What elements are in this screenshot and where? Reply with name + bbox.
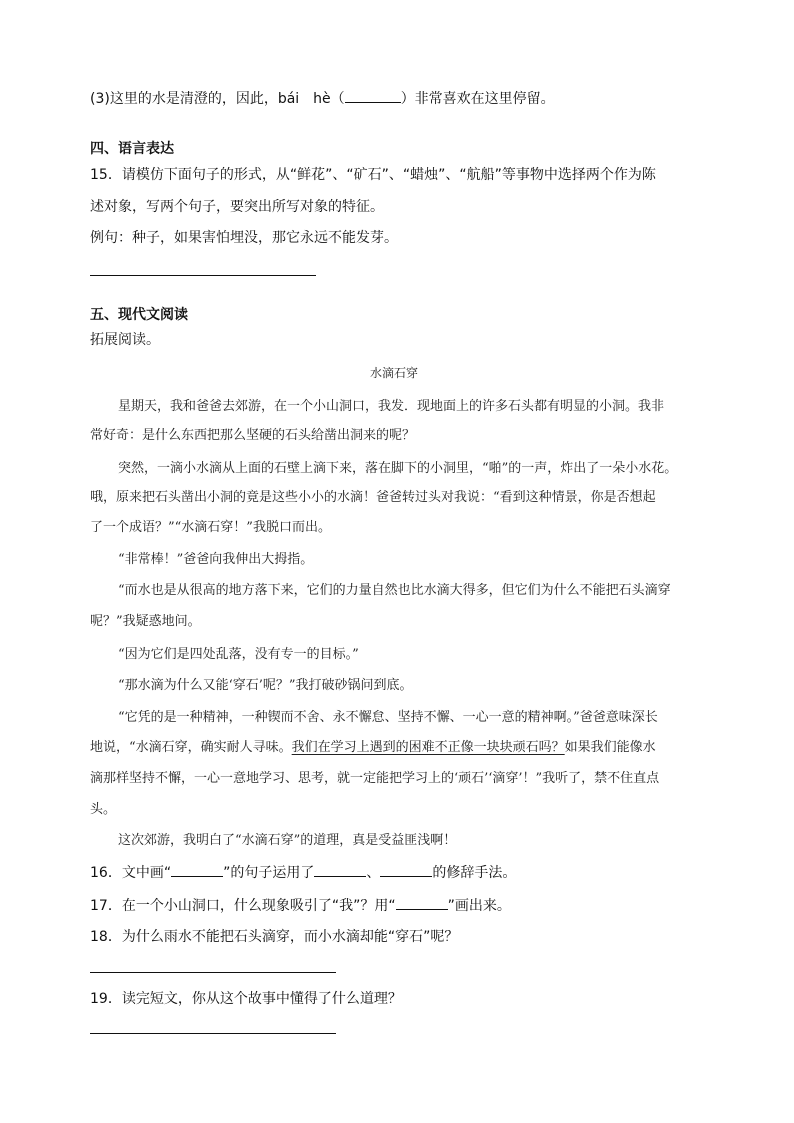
story-line: 呢？”我疑惑地问。	[90, 614, 201, 629]
story-line: 这次郊游，我明白了“水滴石穿”的道理，真是受益匪浅啊！	[118, 833, 457, 848]
q17-text-pre: 17．在一个小山洞口，什么现象吸引了“我”？用“	[90, 898, 396, 914]
story-line: 头。	[90, 802, 117, 817]
story-line: 常好奇：是什么东西把那么坚硬的石头给凿出洞来的呢？	[90, 428, 416, 443]
q17-blank[interactable]	[396, 895, 448, 910]
q15-answer-line[interactable]	[90, 275, 316, 276]
q14-3-blank[interactable]	[345, 88, 401, 103]
story-line: “那水滴为什么又能‘穿石’呢？”我打破砂锅问到底。	[118, 678, 413, 693]
question-18: 18．为什么雨水不能把石头滴穿，而小水滴却能“穿石”呢？	[90, 929, 459, 945]
story-line: 了一个成语？”“水滴石穿！”我脱口而出。	[90, 520, 331, 535]
q19-answer-line[interactable]	[90, 1033, 336, 1034]
q17-text-post: ”画出来。	[447, 898, 511, 914]
story-line: “它凭的是一种精神，一种锲而不舍、永不懈怠、坚持不懈、一心一意的精神啊。”爸爸意味深长	[118, 710, 658, 725]
q16-text-mid: ”的句子运用了	[223, 865, 315, 881]
story-line: “因为它们是四处乱落，没有专一的目标。”	[118, 647, 359, 662]
story-title: 水滴石穿	[370, 366, 419, 380]
section-5-intro: 拓展阅读。	[90, 332, 160, 348]
story-line-segment: 如果我们能像水	[564, 740, 656, 755]
q18-answer-line[interactable]	[90, 972, 336, 973]
q16-blank-2[interactable]	[380, 862, 432, 877]
q16-blank-mark[interactable]	[171, 862, 223, 877]
story-line: 星期天，我和爸爸去郊游，在一个小山洞口，我发．现地面上的许多石头都有明显的小洞。我非	[118, 399, 665, 414]
story-line: “而水也是从很高的地方落下来，它们的力量自然也比水滴大得多，但它们为什么不能把石头滴穿	[118, 583, 671, 598]
q14-3-text-post: ）非常喜欢在这里停留。	[400, 91, 555, 107]
story-line: 哦，原来把石头凿出小洞的竟是这些小小的水滴！爸爸转过头对我说：“看到这种情景，你是否想起	[90, 490, 656, 505]
story-line: 滴那样坚持不懈，一心一意地学习、思考，就一定能把学习上的‘顽石’‘滴穿’！”我听了，禁不住直点	[90, 771, 660, 786]
q16-blank-1[interactable]	[314, 862, 366, 877]
q15-example: 例句：种子，如果害怕埋没，那它永远不能发芽。	[90, 230, 398, 246]
section-5-title: 五、现代文阅读	[90, 307, 188, 323]
underlined-sentence: 我们在学习上遇到的困难不正像一块块顽石吗？	[291, 740, 565, 755]
story-line-segment: 地说，“水滴石穿，确实耐人寻味。	[90, 740, 292, 755]
q16-text-sep: 、	[366, 865, 381, 881]
section-4-title: 四、语言表达	[90, 141, 174, 157]
question-17	[90, 895, 511, 916]
question-16	[90, 862, 516, 883]
story-line: “非常棒！”爸爸向我伸出大拇指。	[118, 552, 314, 567]
q16-text-pre: 16．文中画“	[90, 865, 172, 881]
question-19: 19．读完短文，你从这个故事中懂得了什么道理？	[90, 991, 402, 1007]
story-line: 突然，一滴小水滴从上面的石壁上滴下来，落在脚下的小洞里，“啪”的一声，炸出了一朵小水花。	[118, 461, 678, 476]
q15-line1: 15．请模仿下面句子的形式，从“鲜花”、“矿石”、“蜡烛”、“航船”等事物中选择两个作为陈	[90, 167, 656, 183]
story-line	[90, 738, 656, 758]
q15-line2: 述对象，写两个句子，要突出所写对象的特征。	[90, 199, 384, 215]
q14-3-text-pre: (3)这里的水是清澄的，因此，bái hè（	[90, 91, 345, 107]
question-14-3	[90, 88, 555, 109]
q16-text-post: 的修辞手法。	[432, 865, 517, 881]
